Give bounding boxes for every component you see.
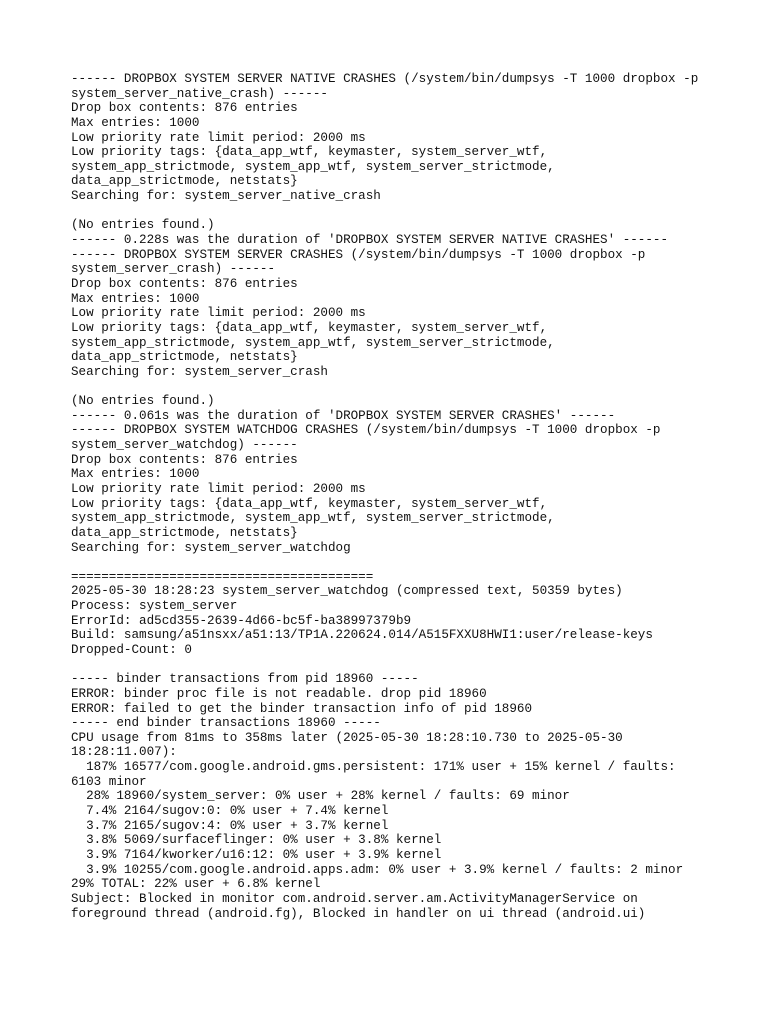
log-line: 6103 minor xyxy=(71,774,147,789)
log-line: 187% 16577/com.google.android.gms.persistent: 171% user + 15% kernel / faults: xyxy=(71,760,676,775)
log-line: Drop box contents: 876 entries xyxy=(71,452,298,467)
log-line: Drop box contents: 876 entries xyxy=(71,101,298,116)
log-line: system_app_strictmode, system_app_wtf, system_server_strictmode, xyxy=(71,159,555,174)
log-line: data_app_strictmode, netstats} xyxy=(71,174,298,189)
log-line: system_server_crash) ------ xyxy=(71,262,276,277)
log-line: ------ DROPBOX SYSTEM SERVER CRASHES (/system/bin/dumpsys -T 1000 dropbox -p xyxy=(71,247,646,262)
log-line: ----- binder transactions from pid 18960 ----- xyxy=(71,672,419,687)
log-line: 18:28:11.007): xyxy=(71,745,177,760)
log-line: 3.8% 5069/surfaceflinger: 0% user + 3.8% kernel xyxy=(71,833,442,848)
log-document xyxy=(71,72,751,921)
log-line: Process: system_server xyxy=(71,599,238,614)
log-line: Build: samsung/a51nsxx/a51:13/TP1A.220624.014/A515FXXU8HWI1:user/release-keys xyxy=(71,628,653,643)
log-line: 7.4% 2164/sugov:0: 0% user + 7.4% kernel xyxy=(71,804,389,819)
log-line: (No entries found.) xyxy=(71,394,215,409)
log-line: ERROR: failed to get the binder transaction info of pid 18960 xyxy=(71,701,533,716)
separator-line: ======================================== xyxy=(71,569,374,584)
log-line: Max entries: 1000 xyxy=(71,115,200,130)
log-line: Searching for: system_server_watchdog xyxy=(71,540,351,555)
log-line: Drop box contents: 876 entries xyxy=(71,276,298,291)
log-line: Low priority tags: {data_app_wtf, keymaster, system_server_wtf, xyxy=(71,496,548,511)
log-line: 3.7% 2165/sugov:4: 0% user + 3.7% kernel xyxy=(71,818,389,833)
log-line: 3.9% 7164/kworker/u16:12: 0% user + 3.9% kernel xyxy=(71,847,442,862)
log-line: Dropped-Count: 0 xyxy=(71,642,192,657)
log-line: system_server_watchdog) ------ xyxy=(71,438,298,453)
log-line: Subject: Blocked in monitor com.android.server.am.ActivityManagerService on xyxy=(71,891,638,906)
log-line: data_app_strictmode, netstats} xyxy=(71,350,298,365)
log-line: ----- end binder transactions 18960 ----- xyxy=(71,716,381,731)
log-line: 29% TOTAL: 22% user + 6.8% kernel xyxy=(71,877,321,892)
log-line: ErrorId: ad5cd355-2639-4d66-bc5f-ba38997379b9 xyxy=(71,613,412,628)
log-line: (No entries found.) xyxy=(71,218,215,233)
log-line: Low priority rate limit period: 2000 ms xyxy=(71,306,366,321)
log-line: system_server_native_crash) ------ xyxy=(71,86,328,101)
log-line: ------ DROPBOX SYSTEM SERVER NATIVE CRASHES (/system/bin/dumpsys -T 1000 dropbox -p xyxy=(71,72,699,86)
blank-line xyxy=(71,658,751,673)
log-line: ------ DROPBOX SYSTEM WATCHDOG CRASHES (/system/bin/dumpsys -T 1000 dropbox -p xyxy=(71,423,661,438)
log-line: foreground thread (android.fg), Blocked in handler on ui thread (android.ui) xyxy=(71,906,646,921)
log-line: 3.9% 10255/com.google.android.apps.adm: 0% user + 3.9% kernel / faults: 2 minor xyxy=(71,862,684,877)
log-line: data_app_strictmode, netstats} xyxy=(71,525,298,540)
log-line: CPU usage from 81ms to 358ms later (2025-05-30 18:28:10.730 to 2025-05-30 xyxy=(71,730,623,745)
log-line: Max entries: 1000 xyxy=(71,467,200,482)
log-line: 28% 18960/system_server: 0% user + 28% kernel / faults: 69 minor xyxy=(71,789,570,804)
log-line: ------ 0.061s was the duration of 'DROPBOX SYSTEM SERVER CRASHES' ------ xyxy=(71,408,616,423)
log-line: ------ 0.228s was the duration of 'DROPBOX SYSTEM SERVER NATIVE CRASHES' ------ xyxy=(71,233,669,248)
log-line: system_app_strictmode, system_app_wtf, system_server_strictmode, xyxy=(71,511,555,526)
blank-line xyxy=(71,204,751,219)
log-line: 2025-05-30 18:28:23 system_server_watchdog (compressed text, 50359 bytes) xyxy=(71,584,623,599)
log-line: Searching for: system_server_native_crash xyxy=(71,189,381,204)
log-line: system_app_strictmode, system_app_wtf, system_server_strictmode, xyxy=(71,335,555,350)
log-line: ERROR: binder proc file is not readable. drop pid 18960 xyxy=(71,686,487,701)
log-line: Low priority tags: {data_app_wtf, keymaster, system_server_wtf, xyxy=(71,145,548,160)
log-line: Low priority tags: {data_app_wtf, keymaster, system_server_wtf, xyxy=(71,320,548,335)
log-line: Low priority rate limit period: 2000 ms xyxy=(71,481,366,496)
blank-line xyxy=(71,555,751,570)
blank-line xyxy=(71,379,751,394)
log-line: Low priority rate limit period: 2000 ms xyxy=(71,130,366,145)
log-line: Max entries: 1000 xyxy=(71,291,200,306)
log-line: Searching for: system_server_crash xyxy=(71,364,328,379)
